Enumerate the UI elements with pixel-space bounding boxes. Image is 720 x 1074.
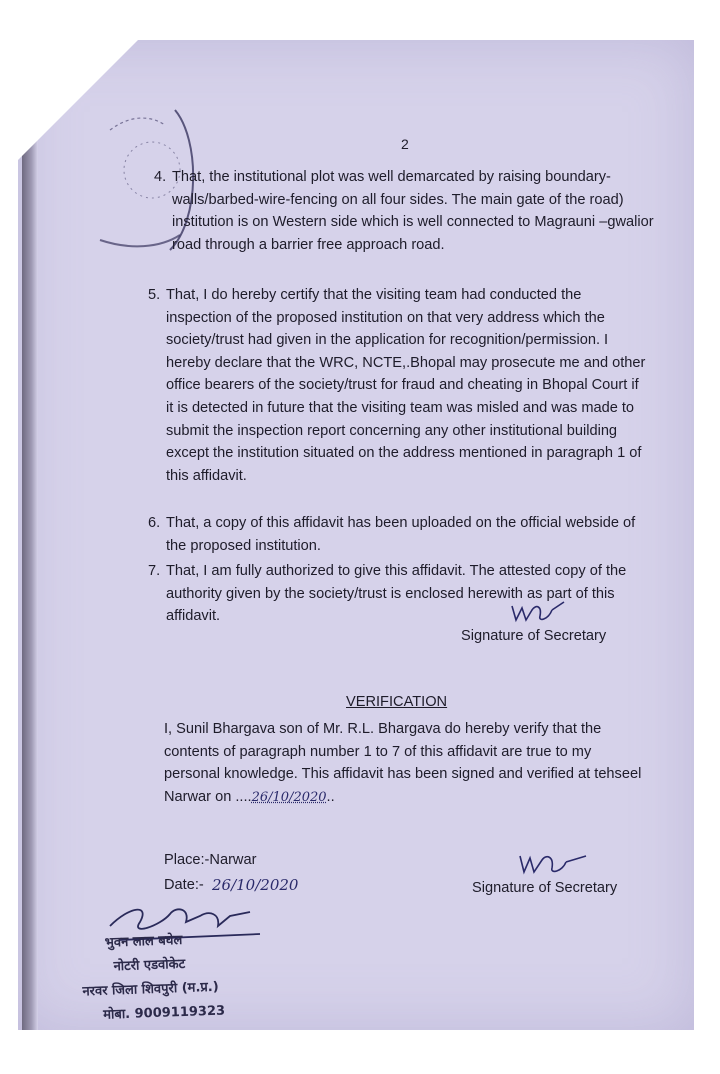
page-number: 2 — [401, 136, 409, 152]
text-line: except the institution situated on the address mentioned in paragraph 1 of — [166, 445, 642, 462]
paragraph-7 — [148, 560, 661, 628]
text-line: personal knowledge. This affidavit has been signed and verified at tehseel — [164, 766, 642, 783]
text-line: office bearers of the society/trust for fraud and cheating in Bhopal Court if — [166, 377, 639, 394]
verification-prefix: Narwar on .... — [164, 788, 252, 805]
handwritten-date: 26/10/2020 — [251, 789, 327, 805]
verification-suffix: .. — [326, 788, 335, 805]
text-line: That, I do hereby certify that the visiting team had conducted the — [166, 287, 582, 303]
verification-body — [164, 718, 664, 809]
place-label: Place:-Narwar — [164, 852, 257, 868]
signature-label: Signature of Secretary — [461, 628, 607, 644]
verification-last-line — [164, 786, 664, 810]
verification-title: VERIFICATION — [346, 694, 448, 710]
paragraph-5 — [148, 284, 661, 487]
scan-edge-shadow — [22, 40, 38, 1030]
text-line: submit the inspection report concerning any other institutional building — [166, 422, 618, 439]
text-line: this affidavit. — [166, 467, 247, 484]
paragraph-number: 4. — [154, 169, 167, 185]
signature-icon — [516, 848, 590, 880]
text-line: That, the institutional plot was well demarcated by raising boundary- — [172, 169, 611, 185]
text-line: institution is on Western side which is well connected to Magrauni –gwalior — [172, 214, 654, 231]
text-line: it is detected in future that the visiting team was misled and was made to — [166, 399, 635, 416]
handwritten-date: 26/10/2020 — [212, 876, 299, 894]
paragraph-number: 7. — [148, 563, 161, 579]
text-line: That, a copy of this affidavit has been uploaded on the official webside of — [166, 515, 636, 531]
text-line: contents of paragraph number 1 to 7 of this affidavit are true to my — [164, 743, 592, 760]
text-line: walls/barbed-wire-fencing on all four sides. The main gate of the road) — [172, 191, 624, 208]
text-line: road through a barrier free approach road. — [172, 236, 445, 253]
paragraph-4 — [154, 166, 667, 256]
text-line: society/trust had given in the application for recognition/permission. I — [166, 332, 609, 349]
text-line: I, Sunil Bhargava son of Mr. R.L. Bhargava do hereby verify that the — [164, 721, 602, 737]
stamp-line: भुवन लाल बघेल — [104, 932, 183, 951]
stamp-line: मोबा. 9009119323 — [103, 1003, 226, 1023]
stamp-line: नरवर जिला शिवपुरी (म.प्र.) — [82, 979, 219, 1000]
text-line: hereby declare that the WRC, NCTE,.Bhopal may prosecute me and other — [166, 354, 646, 371]
text-line: inspection of the proposed institution on that very address which the — [166, 309, 605, 326]
paragraph-6 — [148, 512, 661, 557]
text-line: authority given by the society/trust is enclosed herewith as part of this — [166, 585, 615, 602]
paragraph-number: 5. — [148, 287, 161, 303]
text-line: That, I am fully authorized to give this affidavit. The attested copy of the — [166, 563, 627, 579]
signature-label: Signature of Secretary — [472, 880, 618, 896]
text-line: the proposed institution. — [166, 537, 321, 554]
paragraph-number: 6. — [148, 515, 161, 531]
stamp-line: नोटरी एडवोकेट — [113, 956, 186, 975]
notary-stamp — [80, 928, 225, 1029]
text-line: affidavit. — [166, 608, 221, 625]
date-label: Date:- — [164, 877, 204, 893]
signature-icon — [508, 598, 568, 628]
